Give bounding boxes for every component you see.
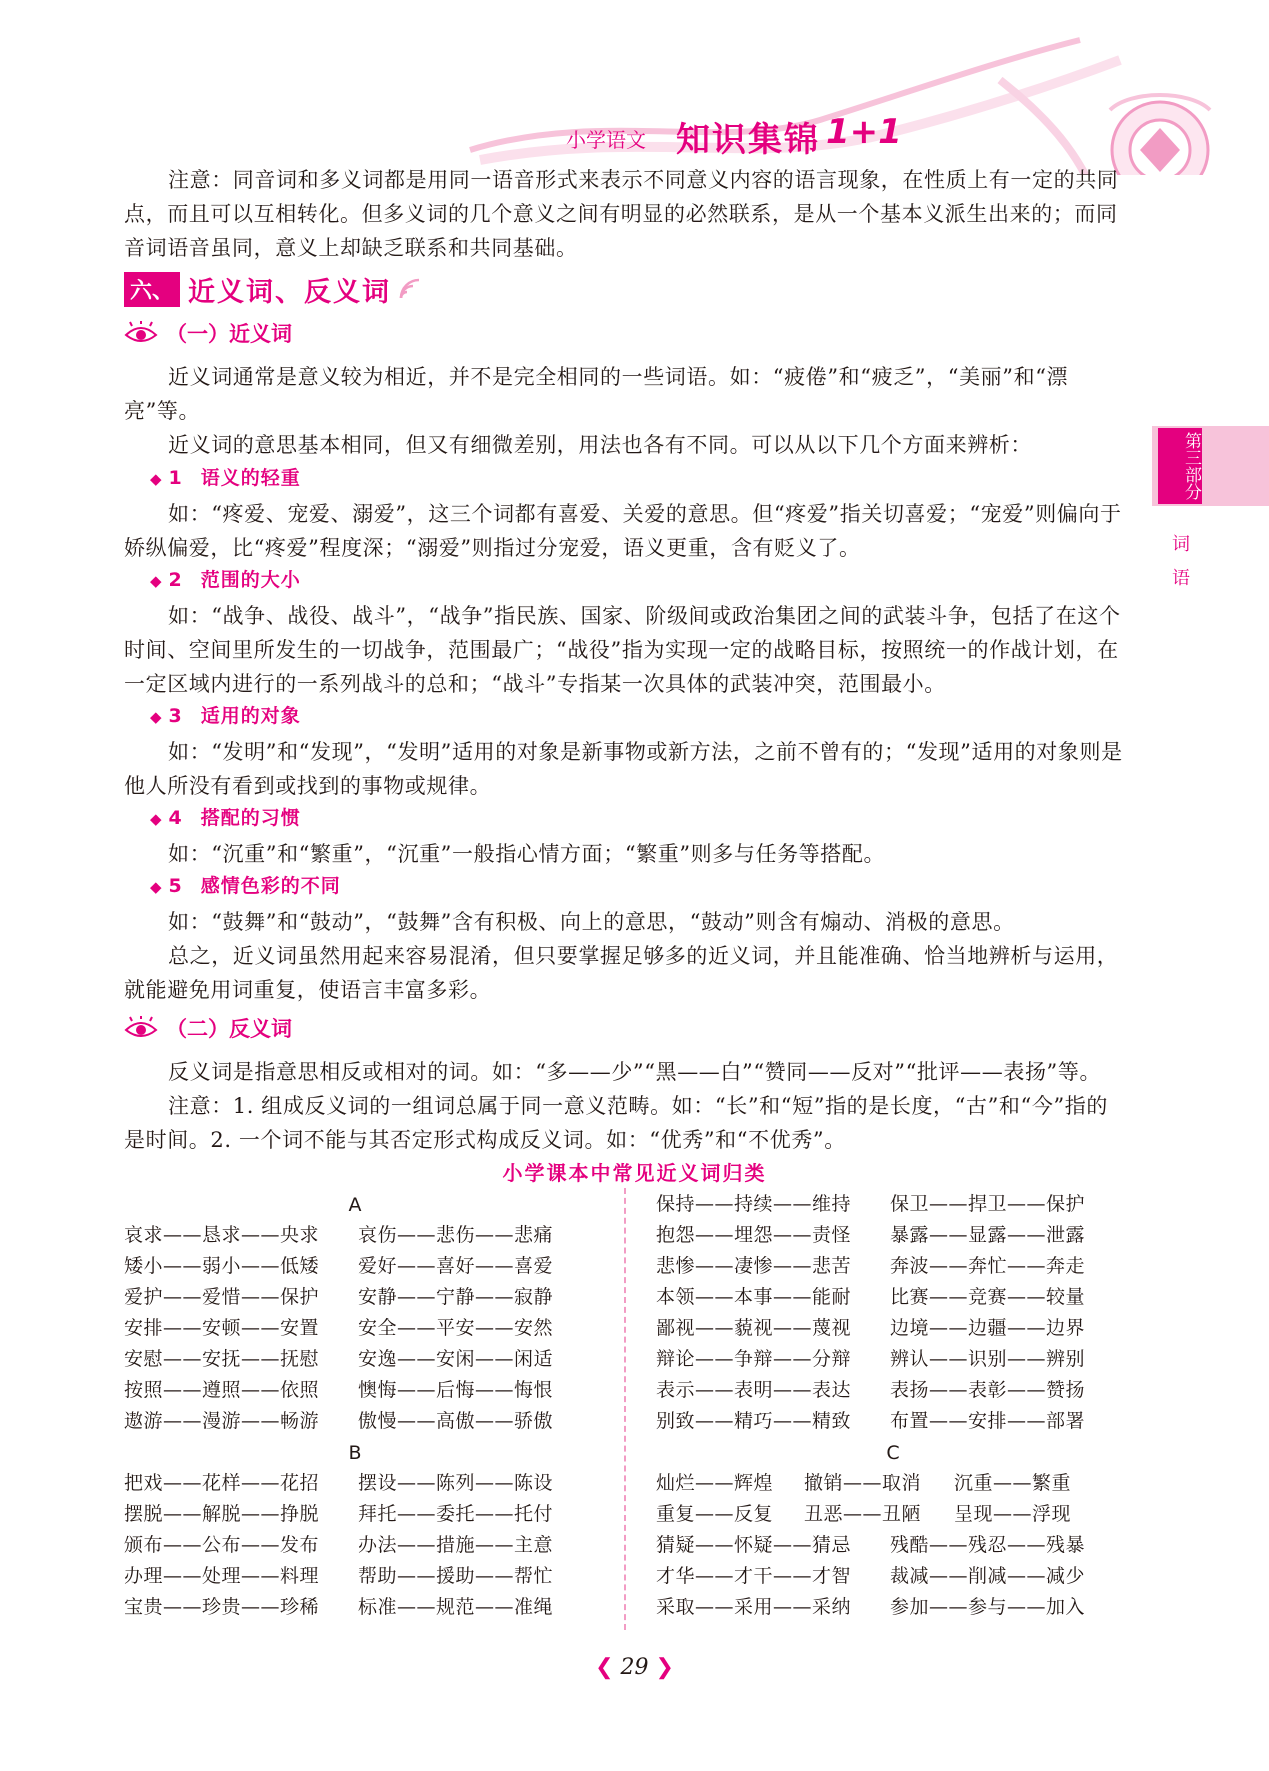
synonym-group: 哀伤——悲伤——悲痛 [358,1224,554,1246]
group-label-c: C [886,1442,900,1464]
synonym-group: 表扬——表彰——赞扬 [890,1379,1086,1401]
synonym-group: 采取——采用——采纳 [656,1596,852,1618]
subheading-synonyms [124,318,292,348]
synonym-group: 爱护——爱惜——保护 [124,1286,320,1308]
synonym-group: 懊悔——后悔——悔恨 [358,1379,554,1401]
synonym-group: 比赛——竞赛——较量 [890,1286,1086,1308]
header-title: 知识集锦 [676,120,820,160]
synonym-group: 遨游——漫游——畅游 [124,1410,320,1432]
synonym-group: 本领——本事——能耐 [656,1286,852,1308]
synonym-group: 表示——表明——表达 [656,1379,852,1401]
item-heading-2: ◆ 2 范围的大小 [150,569,301,591]
synonym-group: 把戏——花样——花招 [124,1472,320,1494]
synonym-group: 悲惨——凄惨——悲苦 [656,1255,852,1277]
synonym-group: 保持——持续——维持 [656,1193,852,1215]
subheading-synonyms-title: （一）近义词 [166,322,292,346]
synonym-group: 哀求——恳求——央求 [124,1224,320,1246]
synonym-group: 撤销——取消 [804,1472,922,1494]
synonyms-method: 近义词的意思基本相同，但又有细微差别，用法也各有不同。可以从以下几个方面来辨析： [168,433,1032,457]
signal-waves-icon [397,276,427,302]
synonyms-summary: 总之，近义词虽然用起来容易混淆，但只要掌握足够多的近义词，并且能准确、恰当地辨析与运用，就能避免用词重复，使语言丰富多彩。 [124,944,1119,1002]
item-heading-5: ◆ 5 感情色彩的不同 [150,875,341,897]
synonym-group: 丑恶——丑陋 [804,1503,922,1525]
subheading-antonyms [124,1013,292,1043]
side-tab-part: 第三部分 [1181,432,1201,500]
diamond-icon: ◆ [150,810,163,828]
note-antonyms: 注意：1. 组成反义词的一组词总属于同一意义范畴。如：“长”和“短”指的是长度，“古”和“今”指的是时间。2. 一个词不能与其否定形式构成反义词。如：“优秀”和“不优秀”。 [124,1094,1108,1152]
synonym-group: 才华——才干——才智 [656,1565,852,1587]
synonym-group: 奔波——奔忙——奔走 [890,1255,1086,1277]
subheading-antonyms-title: （二）反义词 [166,1017,292,1041]
section-title: 近义词、反义词 [188,276,392,308]
synonym-group: 暴露——显露——泄露 [890,1224,1086,1246]
right-arrow-icon: ❯ [655,1655,674,1680]
synonym-group: 布置——安排——部署 [890,1410,1086,1432]
synonym-group: 矮小——弱小——低矮 [124,1255,320,1277]
synonym-group: 重复——反复 [656,1503,774,1525]
item-heading-3: ◆ 3 适用的对象 [150,705,301,727]
left-arrow-icon: ❮ [595,1655,614,1680]
synonym-group: 标准——规范——准绳 [358,1596,554,1618]
synonym-group: 办法——措施——主意 [358,1534,554,1556]
note-homonyms: 注意：同音词和多义词都是用同一语音形式来表示不同意义内容的语言现象，在性质上有一定的共同点，而且可以互相转化。但多义词的几个意义之间有明显的必然联系，是从一个基本义派生出来的；而同音词语音虽同，意义上却缺乏联系和共同基础。 [124,168,1119,260]
synonym-group: 爱好——喜好——喜爱 [358,1255,554,1277]
synonym-group: 傲慢——高傲——骄傲 [358,1410,554,1432]
synonym-group: 猜疑——怀疑——猜忌 [656,1534,852,1556]
page-number [0,1655,1269,1680]
section-heading [124,270,427,308]
item-text-5: 如：“鼓舞”和“鼓动”，“鼓舞”含有积极、向上的意思，“鼓动”则含有煽动、消极的意思。 [168,910,1015,934]
table-divider [624,1188,626,1630]
eye-icon [124,1016,158,1040]
synonym-group: 辩论——争辩——分辩 [656,1348,852,1370]
page-header [0,0,1269,175]
diamond-icon: ◆ [150,572,163,590]
antonyms-intro: 反义词是指意思相反或相对的词。如：“多——少”“黑——白”“赞同——反对”“批评——表扬”等。 [168,1060,1102,1084]
synonym-group: 沉重——繁重 [954,1472,1072,1494]
synonym-group: 安排——安顿——安置 [124,1317,320,1339]
side-tab-topic: 词语 [1172,534,1190,589]
header-series: 小学语文 [566,128,646,152]
synonym-group: 呈现——浮现 [954,1503,1072,1525]
synonym-group: 灿烂——辉煌 [656,1472,774,1494]
synonym-group: 边境——边疆——边界 [890,1317,1086,1339]
synonym-group: 按照——遵照——依照 [124,1379,320,1401]
diamond-icon: ◆ [150,470,163,488]
page-number-value: 29 [620,1655,649,1680]
synonym-group: 鄙视——藐视——蔑视 [656,1317,852,1339]
synonym-group: 裁减——削减——减少 [890,1565,1086,1587]
synonym-group: 辨认——识别——辨别 [890,1348,1086,1370]
synonym-group: 残酷——残忍——残暴 [890,1534,1086,1556]
synonym-group: 拜托——委托——托付 [358,1503,554,1525]
synonym-group: 保卫——捍卫——保护 [890,1193,1086,1215]
synonym-group: 安逸——安闲——闲适 [358,1348,554,1370]
synonym-group: 宝贵——珍贵——珍稀 [124,1596,320,1618]
group-label-b: B [348,1442,362,1464]
synonym-group: 办理——处理——料理 [124,1565,320,1587]
synonym-table-title: 小学课本中常见近义词归类 [502,1161,767,1185]
item-heading-1: ◆ 1 语义的轻重 [150,467,301,489]
synonym-group: 颁布——公布——发布 [124,1534,320,1556]
synonym-group: 抱怨——埋怨——责怪 [656,1224,852,1246]
item-text-4: 如：“沉重”和“繁重”，“沉重”一般指心情方面；“繁重”则多与任务等搭配。 [168,842,886,866]
synonym-group: 帮助——援助——帮忙 [358,1565,554,1587]
item-text-2: 如：“战争、战役、战斗”，“战争”指民族、国家、阶级间或政治集团之间的武装斗争，包括了在这个时间、空间里所发生的一切战争，范围最广；“战役”指为实现一定的战略目标，按照统一的作战计划，在一定区域内进行的一系列战斗的总和；“战斗”专指某一次具体的武装冲突，范围最小。 [124,604,1121,696]
item-text-1: 如：“疼爱、宠爱、溺爱”，这三个词都有喜爱、关爱的意思。但“疼爱”指关切喜爱；“宠爱”则偏向于娇纵偏爱，比“疼爱”程度深；“溺爱”则指过分宠爱，语义更重，含有贬义了。 [124,502,1122,560]
eye-icon [124,321,158,345]
synonym-group: 摆设——陈列——陈设 [358,1472,554,1494]
synonym-group: 安静——宁静——寂静 [358,1286,554,1308]
synonym-group: 别致——精巧——精致 [656,1410,852,1432]
synonym-group: 安慰——安抚——抚慰 [124,1348,320,1370]
diamond-icon: ◆ [150,708,163,726]
diamond-icon: ◆ [150,878,163,896]
synonyms-intro: 近义词通常是意义较为相近，并不是完全相同的一些词语。如：“疲倦”和“疲乏”，“美丽”和“漂亮”等。 [124,365,1069,423]
synonym-group: 安全——平安——安然 [358,1317,554,1339]
item-heading-4: ◆ 4 搭配的习惯 [150,807,301,829]
header-edition: 1+1 [826,112,902,152]
item-text-3: 如：“发明”和“发现”，“发明”适用的对象是新事物或新方法，之前不曾有的；“发现”适用的对象则是他人所没有看到或找到的事物或规律。 [124,740,1123,798]
group-label-a: A [348,1194,362,1216]
section-number: 六、 [124,272,180,307]
synonym-group: 摆脱——解脱——挣脱 [124,1503,320,1525]
synonym-group: 参加——参与——加入 [890,1596,1086,1618]
